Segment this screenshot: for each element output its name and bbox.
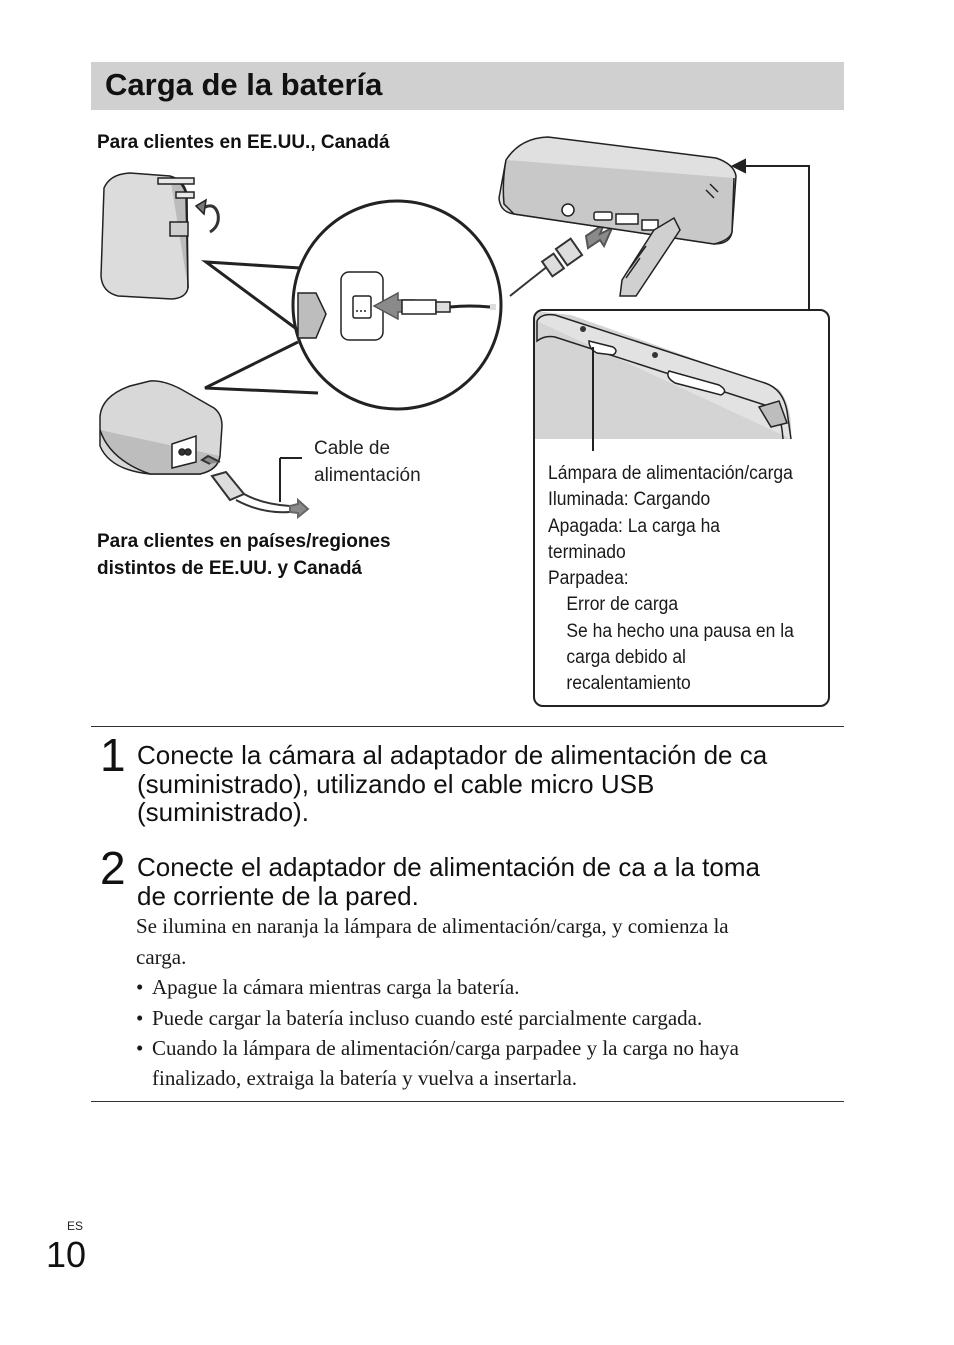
lamp-title: Lámpara de alimentación/carga [548,463,793,484]
step-2-body-line: carga. [136,944,187,969]
lamp-blink-pause-cont: recalentamiento [566,673,691,695]
divider-top [91,726,844,727]
camera-illustration [499,137,736,296]
power-cord-label [314,435,421,489]
label-us-canada: Para clientes en EE.UU., Canadá [97,132,390,153]
lamp-off-status-cont: terminado [548,541,626,563]
language-code: ES [67,1219,84,1233]
lamp-lit-status: Iluminada: Cargando [548,489,711,511]
step-2-heading-line: Conecte el adaptador de alimentación de ca a la toma [137,852,760,882]
step-2-body-line: Se ilumina en naranja la lámpara de alimentación/carga, y comienza la [136,914,729,938]
step-2-heading-line: de corriente de la pared. [137,880,419,911]
power-cord-label-line: Cable de [314,438,391,459]
note-item: • Cuando la lámpara de alimentación/carga parpadee y la carga no haya [136,1033,836,1064]
step-2-heading [137,853,847,910]
lamp-blink-pause-cont: carga debido al [566,647,686,669]
step-number: 2 [100,842,126,894]
label-other-regions-line: Para clientes en países/regiones [97,531,391,552]
step-1-heading-line: Conecte la cámara al adaptador de alimentación de ca [137,740,768,770]
divider-bottom [91,1101,844,1102]
note-item-continuation: finalizado, extraiga la batería y vuelva a insertarla. [152,1066,578,1090]
connector-line [733,160,809,309]
micro-usb-cable [510,224,612,296]
power-cord-illustration [202,456,308,517]
step-number: 1 [100,729,126,781]
lamp-blink-error: Error de carga [566,594,679,616]
note-item: • Puede cargar la batería incluso cuando esté parcialmente cargada. [136,1003,836,1034]
step-1-heading [137,741,847,827]
label-other-regions [97,528,391,582]
step-2-notes [136,972,836,1064]
lamp-description [548,461,806,698]
camera-closeup-illustration [535,311,830,451]
lamp-blink-status: Parpadea: [548,568,629,590]
lamp-blink-pause: Se ha hecho una pausa en la [566,620,794,642]
page-title: Carga de la batería [105,67,383,102]
step-2-body [136,911,836,972]
step-1-heading-line: (suministrado). [137,797,309,827]
step-1-heading-line: (suministrado), utilizando el cable micro USB [137,768,655,799]
lamp-off-status: Apagada: La carga ha [548,515,721,537]
power-cord-label-line: alimentación [314,465,421,486]
label-other-regions-line: distintos de EE.UU. y Canadá [97,558,362,579]
us-ac-adapter-illustration [101,173,218,299]
note-item: • Apague la cámara mientras carga la batería. [136,972,836,1003]
page-number: 10 [46,1234,87,1275]
